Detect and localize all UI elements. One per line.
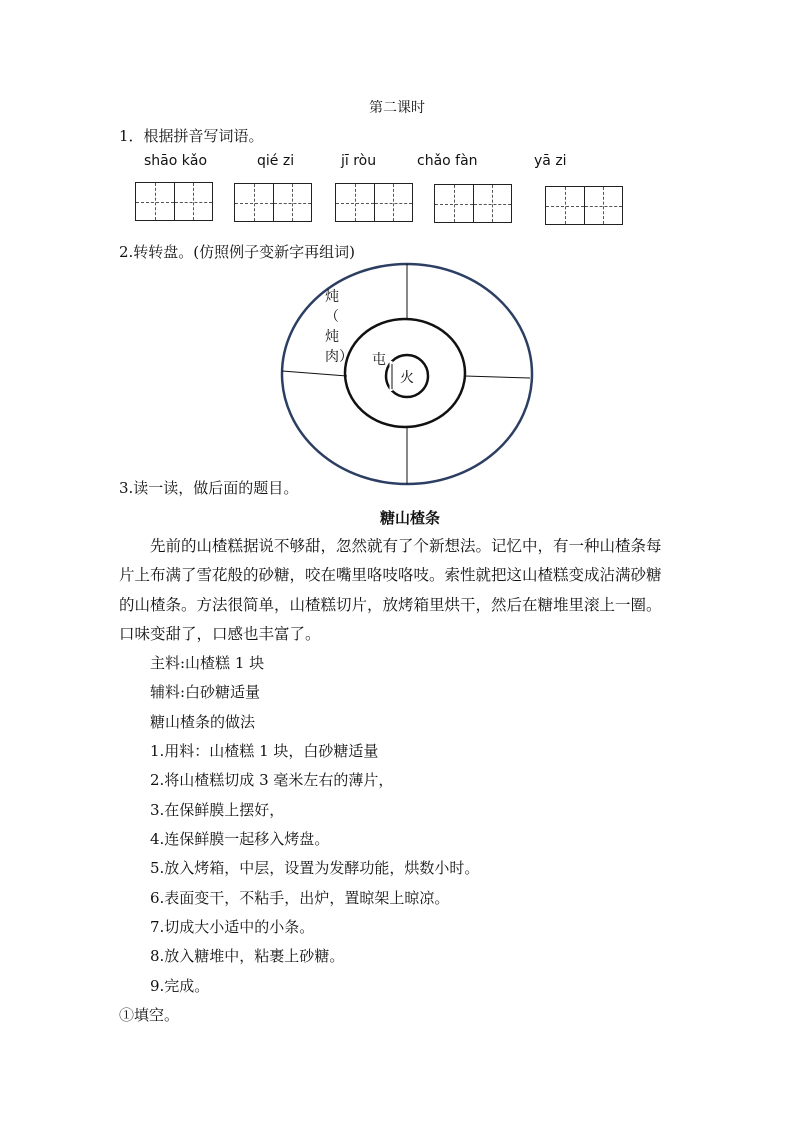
writing-grid-2[interactable] [234,183,312,222]
wheel-spoke-right [465,376,530,378]
step-7: 7.切成大小适中的小条。 [150,918,315,936]
step-8: 8.放入糖堆中，粘裹上砂糖。 [150,947,345,965]
wheel-outer-char: 炖 [325,289,339,305]
grid-cell[interactable] [584,187,623,224]
wheel-middle-char: 屯 [372,352,386,368]
main-ingredient: 主料:山楂糕 1 块 [150,654,265,672]
grid-cell[interactable] [435,185,473,222]
step-2: 2.将山楂糕切成 3 毫米左右的薄片， [150,771,394,789]
pinyin-1: shāo kǎo [144,153,208,169]
grid-cell[interactable] [273,184,312,221]
pinyin-4: chǎo fàn [417,153,478,169]
pinyin-2: qié zi [257,153,295,169]
writing-grid-1[interactable] [135,182,213,221]
passage-line-1: 先前的山楂糕据说不够甜，忽然就有了个新想法。记忆中，有一种山楂条每 [150,537,662,555]
step-4: 4.连保鲜膜一起移入烤盘。 [150,830,330,848]
pinyin-5: yā zi [534,153,567,169]
passage-title: 糖山楂条 [380,509,441,527]
question-2-prompt: 2.转转盘。(仿照例子变新字再组词) [119,243,356,261]
lesson-title: 第二课时 [369,100,425,116]
grid-cell[interactable] [174,183,213,220]
pinyin-3: jī ròu [341,153,377,169]
wheel-center-char: 火 [400,370,414,386]
grid-cell[interactable] [374,184,413,221]
passage-line-2: 片上布满了雪花般的砂糖，咬在嘴里咯吱咯吱。索性就把这山楂糕变成沾满砂糖 [119,566,662,584]
grid-cell[interactable] [473,185,512,222]
writing-grid-3[interactable] [335,183,413,222]
sub-question-1: ①填空。 [119,1006,180,1024]
passage-line-3: 的山楂条。方法很简单，山楂糕切片，放烤箱里烘干，然后在糖堆里滚上一圈。 [119,596,662,614]
grid-cell[interactable] [336,184,374,221]
grid-cell[interactable] [136,183,174,220]
step-6: 6.表面变干，不粘手，出炉，置晾架上晾凉。 [150,889,450,907]
step-5: 5.放入烤箱，中层，设置为发酵功能，烘数小时。 [150,859,480,877]
grid-cell[interactable] [235,184,273,221]
step-3: 3.在保鲜膜上摆好， [150,801,285,819]
writing-grid-4[interactable] [434,184,512,223]
question-3-prompt: 3.读一读，做后面的题目。 [119,479,299,497]
wheel-spoke-left [282,371,347,376]
wheel-word-1: 炖 [325,329,339,345]
passage-line-4: 口味变甜了，口感也丰富了。 [119,625,321,643]
aux-ingredient: 辅料:白砂糖适量 [150,683,261,701]
step-9: 9.完成。 [150,977,210,995]
wheel-word-2: 肉） [325,349,353,365]
method-title: 糖山楂条的做法 [150,713,256,731]
writing-grid-5[interactable] [545,186,623,225]
wheel-paren-open: （ [325,309,339,325]
step-1: 1.用料：山楂糕 1 块，白砂糖适量 [150,742,379,760]
question-1-prompt: 1．根据拼音写词语。 [119,127,264,145]
grid-cell[interactable] [546,187,584,224]
